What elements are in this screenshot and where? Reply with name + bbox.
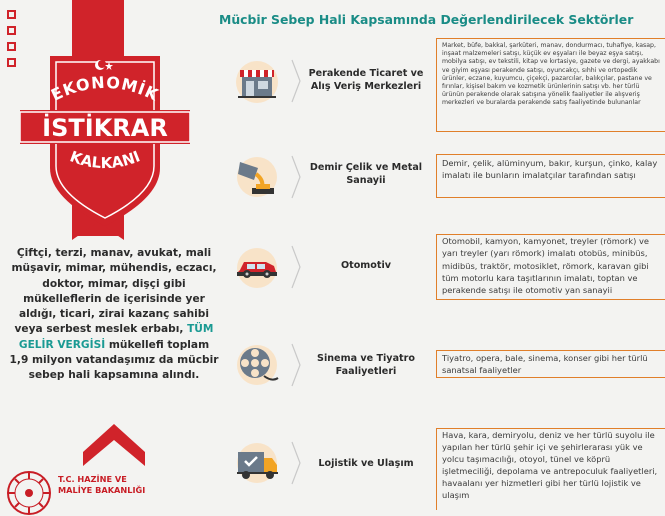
ministry-seal-icon (6, 470, 52, 516)
description-highlight: TÜM GELİR VERGİSİ (18, 323, 214, 351)
sector-row-cinema (224, 350, 665, 378)
delivery-truck-icon (234, 440, 280, 486)
badge-line-2: İSTİKRAR (42, 114, 168, 142)
square-icon (7, 42, 16, 51)
chevron-up-icon (83, 424, 145, 466)
chevron-right-icon (291, 154, 301, 200)
sector-label-retail: Perakende Ticaret ve Alış Veriş Merkezleri (308, 68, 424, 92)
sector-label-cinema: Sinema ve Tiyatro Faaliyetleri (317, 353, 415, 377)
sector-label-steel: Demir Çelik ve Metal Sanayii (309, 162, 423, 186)
ministry-name-line-2: MALİYE BAKANLIĞI (58, 485, 146, 495)
chevron-right-icon (291, 342, 301, 388)
badge-line-1: EKONOMİK (48, 72, 162, 105)
sector-description-cinema: Tiyatro, opera, bale, sinema, konser gibi her türlü sanatsal faaliyetler (442, 353, 648, 375)
sector-row-automotive (224, 234, 665, 300)
description-part-2: mükellefi toplam 1,9 milyon vatandaşımız da mücbir sebep hali kapsamına alındı. (9, 338, 219, 382)
square-icon (7, 10, 16, 19)
description-part-1: Çiftçi, terzi, manav, avukat, mali müşavir, mimar, mühendis, eczacı, doktor, mimar, dişçi gibi mükelleflerin de içerisinde yer aldığı, ticari, zirai kazanç sahibi veya serbest meslek erbabı, (11, 247, 217, 336)
badge-line-3: KALKANI (67, 147, 143, 173)
store-icon (234, 58, 280, 104)
description-text (8, 246, 220, 384)
sector-row-logistics (224, 428, 665, 510)
sector-label-logistics: Lojistik ve Ulaşım (318, 458, 414, 469)
chevron-right-icon (291, 58, 301, 104)
sector-description-logistics: Hava, kara, demiryolu, deniz ve her türlü suyolu ile yapılan her türlü şehir içi ve şehirlerarası yük ve yolcu taşımacılığı, otoyol, tünel ve köprü işletmeciliği, depolama ve antrepoculuk faaliyetleri, havaalanı yer hizmetleri gibi her türlü lojistik ve ulaşım (442, 430, 658, 500)
film-reel-icon (234, 342, 280, 388)
sector-label-automotive: Otomotiv (340, 260, 392, 271)
economic-stability-shield-logo (20, 48, 190, 228)
sector-description-steel: Demir, çelik, alüminyum, bakır, kurşun, çinko, kalay imalatı ile bunların imalatçılar tarafından satışı (442, 158, 658, 180)
chevron-right-icon (291, 244, 301, 290)
sector-description-retail: Market, büfe, bakkal, şarküteri, manav, dondurmacı, tuhafiye, kasap, inşaat malzemeleri satışı, küçük ev eşyaları ile beyaz eşya satışı, mobilya satışı, ev tekstili, kitap ve kırtasiye, gazete ve dergi, ayakkabı ve giyim eşyası perakende satışı, oyuncakçı, sıhhi ve ortopedik ürünler, eczane, kuyumcu, çiçekçi, pazarcılar, balıkçılar, pastane ve fırınlar, kişisel bakım ve kozmetik ürünlerinin satışı vb. her türlü ürünün perakende olarak satışına yönelik faaliyetler ile alışveriş merkezleri ve buralarda perakende satış faaliyetinde bulunanlar (442, 42, 660, 107)
sector-row-steel (224, 154, 665, 198)
sector-description-automotive: Otomobil, kamyon, kamyonet, treyler (römork) ve yarı treyler (yarı römork) imalatı otobüs, minibüs, midibüs, traktör, motosiklet, römork, karavan gibi tüm motorlu kara taşıtlarının imalatı, toptan ve perakende satışı ile otomotiv yan sanayii (442, 236, 649, 296)
chevron-right-icon (291, 440, 301, 486)
ministry-name-line-1: T.C. HAZİNE VE (58, 474, 127, 484)
square-icon (7, 26, 16, 35)
page-title: Mücbir Sebep Hali Kapsamında Değerlendirilecek Sektörler (219, 12, 634, 27)
ministry-logo (6, 466, 206, 510)
sector-row-retail (224, 38, 665, 132)
steel-ladle-icon (234, 154, 280, 200)
square-icon (7, 58, 16, 67)
decorative-squares (7, 10, 16, 74)
car-icon (234, 244, 280, 290)
